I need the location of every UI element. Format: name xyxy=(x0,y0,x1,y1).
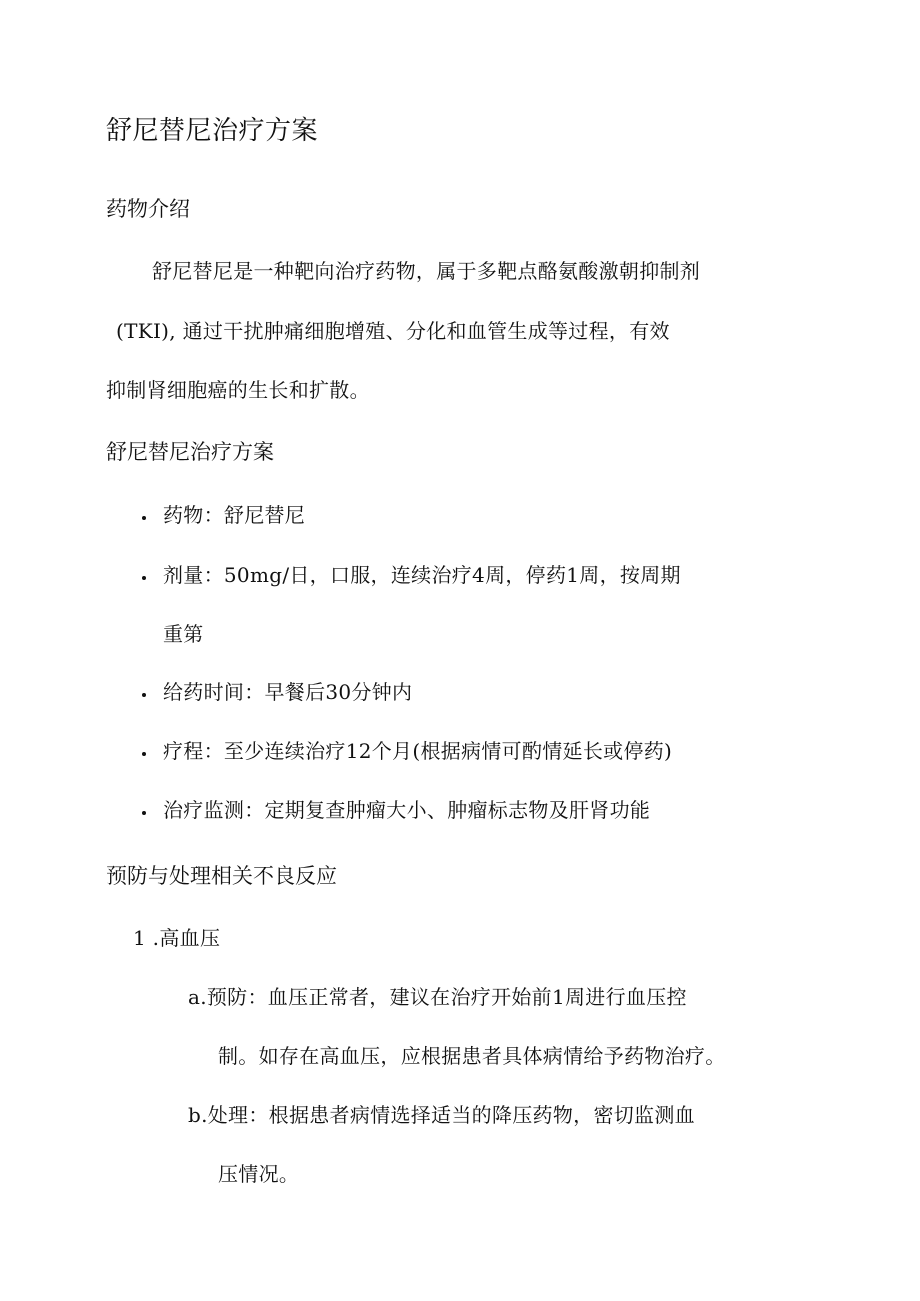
intro-heading: 药物介绍 xyxy=(106,197,190,221)
plan-item-drug: 药物：舒尼替尼 xyxy=(163,503,306,527)
intro-line-1: 舒尼替尼是一种靶向治疗药物，属于多靶点酪氨酸激朝抑制剂 xyxy=(152,259,701,283)
intro-line-2: (TKI), 通过干扰肿痛细胞增殖、分化和血管生成等过程，有效 xyxy=(116,319,670,343)
adverse-prevention-line-1: a.预防：血压正常者，建议在治疗开始前1周进行血压控 xyxy=(188,985,687,1009)
plan-item-course: 疗程：至少连续治疗12个月(根据病情可酌情延长或停药) xyxy=(163,739,673,763)
adverse-prevention-line-2: 制。如存在高血压，应根据患者具体病情给予药物治疗。 xyxy=(218,1044,726,1068)
plan-item-dose: 剂量：50mg/日，口服，连续治疗4周，停药1周，按周期 xyxy=(163,563,681,587)
bullet-icon xyxy=(142,811,146,815)
adverse-treatment-line-1: b.处理：根据患者病情选择适当的降压药物，密切监测血 xyxy=(188,1103,695,1127)
bullet-icon xyxy=(142,516,146,520)
plan-item-monitor: 治疗监测：定期复查肿瘤大小、肿瘤标志物及肝肾功能 xyxy=(163,798,651,822)
plan-heading: 舒尼替尼治疗方案 xyxy=(106,440,274,464)
adverse-treatment-line-2: 压情况。 xyxy=(218,1162,300,1186)
bullet-icon xyxy=(142,693,146,697)
adverse-heading: 预防与处理相关不良反应 xyxy=(106,864,337,888)
intro-line-3: 抑制肾细胞癌的生长和扩散。 xyxy=(106,378,370,402)
plan-item-dose-cont: 重第 xyxy=(163,622,204,646)
bullet-icon xyxy=(142,752,146,756)
adverse-hypertension-label: 1 .高血压 xyxy=(133,926,221,950)
page-title: 舒尼替尼治疗方案 xyxy=(106,116,319,146)
plan-item-time: 给药时间：早餐后30分钟内 xyxy=(163,680,413,704)
bullet-icon xyxy=(142,576,146,580)
